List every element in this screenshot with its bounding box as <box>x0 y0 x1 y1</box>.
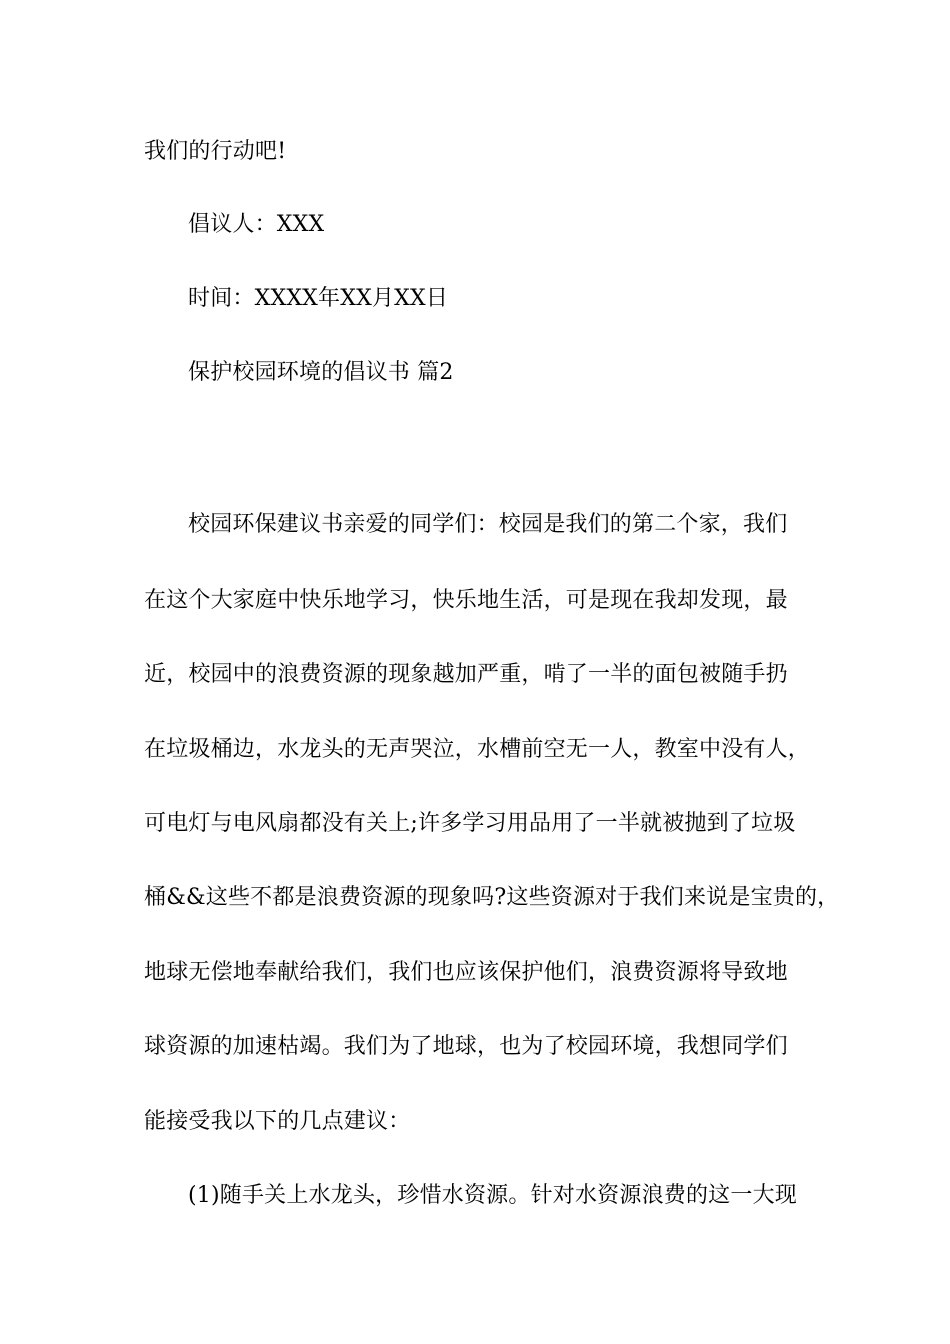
paragraph-line: 球资源的加速枯竭。我们为了地球，也为了校园环境，我想同学们 <box>144 1034 788 1059</box>
text-line-date: 时间：XXXX年XX月XX日 <box>188 286 449 311</box>
paragraph-line: 可电灯与电风扇都没有关上;许多学习用品用了一半就被抛到了垃圾 <box>144 811 796 836</box>
paragraph-line: 桶&&这些不都是浪费资源的现象吗?这些资源对于我们来说是宝贵的， <box>144 885 840 910</box>
paragraph-line: 近，校园中的浪费资源的现象越加严重，啃了一半的面包被随手扔 <box>144 662 788 687</box>
text-line-closing: 我们的行动吧! <box>144 139 287 164</box>
text-line-proposer: 倡议人：XXX <box>188 212 325 237</box>
paragraph-line: 能接受我以下的几点建议： <box>144 1109 411 1134</box>
paragraph-line: 校园环保建议书亲爱的同学们：校园是我们的第二个家，我们 <box>188 512 788 537</box>
paragraph-line: 在这个大家庭中快乐地学习，快乐地生活，可是现在我却发现，最 <box>144 588 788 613</box>
section-heading: 保护校园环境的倡议书 篇2 <box>188 360 454 385</box>
list-item-line: (1)随手关上水龙头，珍惜水资源。针对水资源浪费的这一大现 <box>188 1183 797 1208</box>
paragraph-line: 地球无偿地奉献给我们，我们也应该保护他们，浪费资源将导致地 <box>144 960 788 985</box>
paragraph-line: 在垃圾桶边，水龙头的无声哭泣，水槽前空无一人，教室中没有人， <box>144 737 811 762</box>
